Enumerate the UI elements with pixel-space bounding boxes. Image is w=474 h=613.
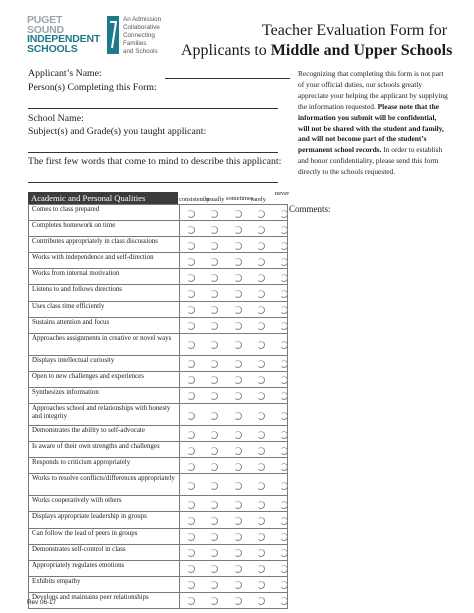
quality-row — [28, 458, 288, 474]
rating-radio-never[interactable] — [280, 412, 288, 420]
rating-radio-usually[interactable] — [210, 533, 218, 541]
rating-radio-consistently[interactable] — [187, 501, 195, 509]
rating-radio-usually[interactable] — [210, 360, 218, 368]
first-words-field[interactable] — [28, 182, 278, 183]
rating-radio-consistently[interactable] — [187, 274, 195, 282]
rating-radio-rarely[interactable] — [257, 376, 265, 384]
rating-radio-usually[interactable] — [210, 431, 218, 439]
quality-row — [28, 593, 288, 609]
rating-radio-sometimes[interactable] — [234, 463, 242, 471]
quality-label: Works to resolve conflicts/differences appropriately — [29, 474, 180, 495]
quality-row — [28, 237, 288, 253]
tagline-line-3: Connecting — [123, 32, 155, 39]
persons-completing-label: Person(s) Completing this Form: — [28, 82, 157, 93]
quality-label: Approaches assignments in creative or novel ways — [29, 334, 180, 355]
rating-radio-never[interactable] — [280, 565, 288, 573]
title-bold: Middle and Upper Schools — [270, 42, 453, 59]
scale-never: never — [275, 190, 290, 197]
rating-radio-rarely[interactable] — [257, 258, 265, 266]
notice-part-2: In order to establish and honor confidentiality, please send this form directly to the schools requested. — [298, 145, 443, 177]
rating-radio-consistently[interactable] — [187, 517, 195, 525]
notice-part-1: Recognizing that completing this form is not part of your official duties, our schools greatly appreciate your helping the applicant by supplying the information requested. — [298, 69, 448, 111]
rating-radio-consistently[interactable] — [187, 258, 195, 266]
rating-radio-rarely[interactable] — [257, 322, 265, 330]
rating-radio-rarely[interactable] — [257, 565, 265, 573]
rating-radio-consistently[interactable] — [187, 447, 195, 455]
rating-radio-never[interactable] — [280, 463, 288, 471]
rating-radio-consistently[interactable] — [187, 226, 195, 234]
rating-radio-sometimes[interactable] — [234, 392, 242, 400]
quality-label: Comes to class prepared — [29, 205, 180, 220]
quality-label: Displays appropriate leadership in groups — [29, 512, 180, 527]
logo-mark-icon — [107, 16, 119, 54]
quality-row — [28, 545, 288, 561]
rating-radio-sometimes[interactable] — [234, 597, 242, 605]
rating-radio-sometimes[interactable] — [234, 581, 242, 589]
rating-radio-never[interactable] — [280, 210, 288, 218]
quality-row — [28, 426, 288, 442]
rating-radio-sometimes[interactable] — [234, 517, 242, 525]
logo-line-3: INDEPENDENT — [27, 33, 101, 45]
rating-radio-consistently[interactable] — [187, 242, 195, 250]
quality-label: Develops and maintains peer relationships — [29, 593, 180, 608]
scale-consistently: consistently — [179, 196, 210, 203]
rating-radio-never[interactable] — [280, 360, 288, 368]
logo-line-4: SCHOOLS — [27, 42, 78, 55]
rating-radio-consistently[interactable] — [187, 392, 195, 400]
quality-label: Works cooperatively with others — [29, 496, 180, 511]
rating-radio-usually[interactable] — [210, 258, 218, 266]
rating-radio-consistently[interactable] — [187, 376, 195, 384]
rating-radio-sometimes[interactable] — [234, 565, 242, 573]
rating-radio-rarely[interactable] — [257, 447, 265, 455]
quality-label: Contributes appropriately in class discussions — [29, 237, 180, 252]
rating-radio-never[interactable] — [280, 501, 288, 509]
rating-radio-never[interactable] — [280, 533, 288, 541]
rating-radio-sometimes[interactable] — [234, 210, 242, 218]
rating-radio-rarely[interactable] — [257, 482, 265, 490]
rating-radio-rarely[interactable] — [257, 242, 265, 250]
rating-radio-sometimes[interactable] — [234, 412, 242, 420]
quality-label: Displays intellectual curiosity — [29, 356, 180, 371]
rating-radio-rarely[interactable] — [257, 533, 265, 541]
quality-row — [28, 496, 288, 512]
rating-radio-never[interactable] — [280, 242, 288, 250]
rating-radio-sometimes[interactable] — [234, 242, 242, 250]
rating-radio-never[interactable] — [280, 392, 288, 400]
rating-radio-rarely[interactable] — [257, 412, 265, 420]
rating-radio-rarely[interactable] — [257, 597, 265, 605]
rating-radio-consistently[interactable] — [187, 322, 195, 330]
rating-radio-sometimes[interactable] — [234, 431, 242, 439]
rating-radio-usually[interactable] — [210, 517, 218, 525]
quality-row — [28, 442, 288, 458]
rating-radio-consistently[interactable] — [187, 360, 195, 368]
rating-radio-consistently[interactable] — [187, 549, 195, 557]
rating-radio-rarely[interactable] — [257, 581, 265, 589]
rating-radio-usually[interactable] — [210, 226, 218, 234]
rating-radio-usually[interactable] — [210, 274, 218, 282]
rating-radio-usually[interactable] — [210, 463, 218, 471]
rating-radio-usually[interactable] — [210, 482, 218, 490]
rating-radio-rarely[interactable] — [257, 549, 265, 557]
logo-tagline — [123, 16, 161, 56]
rating-radio-never[interactable] — [280, 482, 288, 490]
rating-radio-usually[interactable] — [210, 501, 218, 509]
rating-radio-sometimes[interactable] — [234, 533, 242, 541]
rating-radio-rarely[interactable] — [257, 501, 265, 509]
rating-radio-rarely[interactable] — [257, 517, 265, 525]
quality-row — [28, 285, 288, 301]
psis-logo — [27, 14, 162, 64]
rating-radio-never[interactable] — [280, 226, 288, 234]
rating-radio-consistently[interactable] — [187, 290, 195, 298]
quality-row — [28, 269, 288, 285]
quality-row — [28, 318, 288, 334]
quality-label: Works from internal motivation — [29, 269, 180, 284]
rating-radio-consistently[interactable] — [187, 341, 195, 349]
rating-radio-consistently[interactable] — [187, 581, 195, 589]
quality-row — [28, 404, 288, 426]
quality-label: Responds to criticism appropriately — [29, 458, 180, 473]
rating-radio-sometimes[interactable] — [234, 258, 242, 266]
qualities-table — [28, 204, 288, 609]
scale-sometimes: sometimes — [226, 195, 254, 202]
rating-radio-rarely[interactable] — [257, 210, 265, 218]
quality-label: Works with independence and self-direction — [29, 253, 180, 268]
logo-line-1: PUGET — [27, 14, 63, 26]
rating-radio-usually[interactable] — [210, 322, 218, 330]
rating-radio-never[interactable] — [280, 322, 288, 330]
rating-radio-never[interactable] — [280, 597, 288, 605]
form-title-line-1: Teacher Evaluation Form for — [262, 22, 448, 39]
subjects-field[interactable] — [28, 152, 278, 153]
quality-label: Open to new challenges and experiences — [29, 372, 180, 387]
rating-radio-consistently[interactable] — [187, 533, 195, 541]
comments-label: Comments: — [289, 204, 331, 214]
applicant-name-label: Applicant’s Name: — [28, 68, 102, 79]
rating-radio-rarely[interactable] — [257, 431, 265, 439]
quality-label: Uses class time efficiently — [29, 302, 180, 317]
rating-radio-sometimes[interactable] — [234, 274, 242, 282]
rating-radio-never[interactable] — [280, 517, 288, 525]
quality-row — [28, 221, 288, 237]
notice-bold: Please note that the information you submit will be confidential, will not be shared with the student and family, and will not become part of the student’s permanent school records. — [298, 101, 444, 155]
quality-label: Approaches school and relationships with honesty and integrity — [29, 404, 180, 425]
rating-radio-sometimes[interactable] — [234, 306, 242, 314]
logo-line-2: SOUND — [27, 23, 64, 36]
rating-radio-consistently[interactable] — [187, 463, 195, 471]
rating-radio-never[interactable] — [280, 549, 288, 557]
rating-radio-never[interactable] — [280, 341, 288, 349]
rating-radio-rarely[interactable] — [257, 360, 265, 368]
rating-radio-sometimes[interactable] — [234, 290, 242, 298]
logo-wordmark — [27, 16, 106, 54]
rating-radio-consistently[interactable] — [187, 210, 195, 218]
rating-radio-rarely[interactable] — [257, 341, 265, 349]
rating-radio-sometimes[interactable] — [234, 322, 242, 330]
rating-radio-rarely[interactable] — [257, 290, 265, 298]
rating-radio-never[interactable] — [280, 431, 288, 439]
rating-radio-consistently[interactable] — [187, 482, 195, 490]
rating-radio-never[interactable] — [280, 447, 288, 455]
quality-row — [28, 204, 288, 221]
applicant-name-field[interactable] — [165, 78, 290, 79]
rating-radio-consistently[interactable] — [187, 597, 195, 605]
persons-completing-field[interactable] — [28, 108, 278, 109]
rating-radio-rarely[interactable] — [257, 306, 265, 314]
rating-radio-usually[interactable] — [210, 341, 218, 349]
rating-radio-usually[interactable] — [210, 565, 218, 573]
rating-radio-sometimes[interactable] — [234, 482, 242, 490]
quality-row — [28, 372, 288, 388]
form-title-line-2 — [181, 42, 452, 60]
rating-radio-usually[interactable] — [210, 242, 218, 250]
quality-row — [28, 512, 288, 528]
rating-radio-sometimes[interactable] — [234, 341, 242, 349]
quality-label: Synthesizes information — [29, 388, 180, 403]
title-prefix: Applicants to — [181, 42, 271, 59]
rating-radio-sometimes[interactable] — [234, 549, 242, 557]
rating-radio-rarely[interactable] — [257, 463, 265, 471]
tagline-line-5: and Schools — [123, 48, 158, 55]
rating-radio-usually[interactable] — [210, 210, 218, 218]
rating-radio-never[interactable] — [280, 290, 288, 298]
quality-label: Is aware of their own strengths and challenges — [29, 442, 180, 457]
rating-radio-never[interactable] — [280, 258, 288, 266]
quality-label: Can follow the lead of peers in groups — [29, 529, 180, 544]
rating-radio-rarely[interactable] — [257, 392, 265, 400]
quality-label: Completes homework on time — [29, 221, 180, 236]
rating-radio-never[interactable] — [280, 306, 288, 314]
rating-radio-consistently[interactable] — [187, 412, 195, 420]
rating-radio-never[interactable] — [280, 274, 288, 282]
first-words-label: The first few words that come to mind to describe this applicant: — [28, 156, 282, 167]
rating-radio-usually[interactable] — [210, 392, 218, 400]
quality-row — [28, 253, 288, 269]
quality-label: Demonstrates self-control in class — [29, 545, 180, 560]
rating-radio-never[interactable] — [280, 376, 288, 384]
quality-row — [28, 577, 288, 593]
quality-row — [28, 334, 288, 356]
rating-radio-usually[interactable] — [210, 376, 218, 384]
quality-row — [28, 474, 288, 496]
quality-label: Exhibits empathy — [29, 577, 180, 592]
rating-radio-rarely[interactable] — [257, 274, 265, 282]
scale-rarely: rarely — [251, 196, 266, 203]
qualities-table-header: Academic and Personal Qualities — [28, 192, 178, 204]
rating-radio-usually[interactable] — [210, 581, 218, 589]
rating-radio-sometimes[interactable] — [234, 501, 242, 509]
revision-label: Rev 06-17 — [27, 599, 57, 606]
quality-label: Sustains attention and focus — [29, 318, 180, 333]
quality-row — [28, 356, 288, 372]
rating-radio-sometimes[interactable] — [234, 226, 242, 234]
quality-row — [28, 529, 288, 545]
rating-radio-consistently[interactable] — [187, 306, 195, 314]
rating-radio-usually[interactable] — [210, 549, 218, 557]
rating-radio-usually[interactable] — [210, 597, 218, 605]
rating-radio-sometimes[interactable] — [234, 447, 242, 455]
rating-radio-consistently[interactable] — [187, 431, 195, 439]
rating-radio-usually[interactable] — [210, 412, 218, 420]
school-name-label: School Name: — [28, 113, 84, 124]
tagline-line-2: Collaborative — [123, 24, 160, 31]
quality-row — [28, 388, 288, 404]
quality-row — [28, 302, 288, 318]
tagline-line-4: Families — [123, 40, 147, 47]
rating-radio-usually[interactable] — [210, 290, 218, 298]
quality-label: Appropriately regulates emotions — [29, 561, 180, 576]
rating-radio-usually[interactable] — [210, 306, 218, 314]
rating-radio-never[interactable] — [280, 581, 288, 589]
quality-row — [28, 561, 288, 577]
quality-label: Listens to and follows directions — [29, 285, 180, 300]
confidentiality-notice — [298, 69, 448, 178]
tagline-line-1: An Admission — [123, 16, 162, 23]
rating-radio-sometimes[interactable] — [234, 360, 242, 368]
rating-radio-usually[interactable] — [210, 447, 218, 455]
rating-radio-sometimes[interactable] — [234, 376, 242, 384]
scale-usually: usually — [206, 196, 225, 203]
quality-label: Demonstrates the ability to self-advocate — [29, 426, 180, 441]
subjects-label: Subject(s) and Grade(s) you taught applicant: — [28, 126, 207, 137]
rating-radio-rarely[interactable] — [257, 226, 265, 234]
rating-radio-consistently[interactable] — [187, 565, 195, 573]
